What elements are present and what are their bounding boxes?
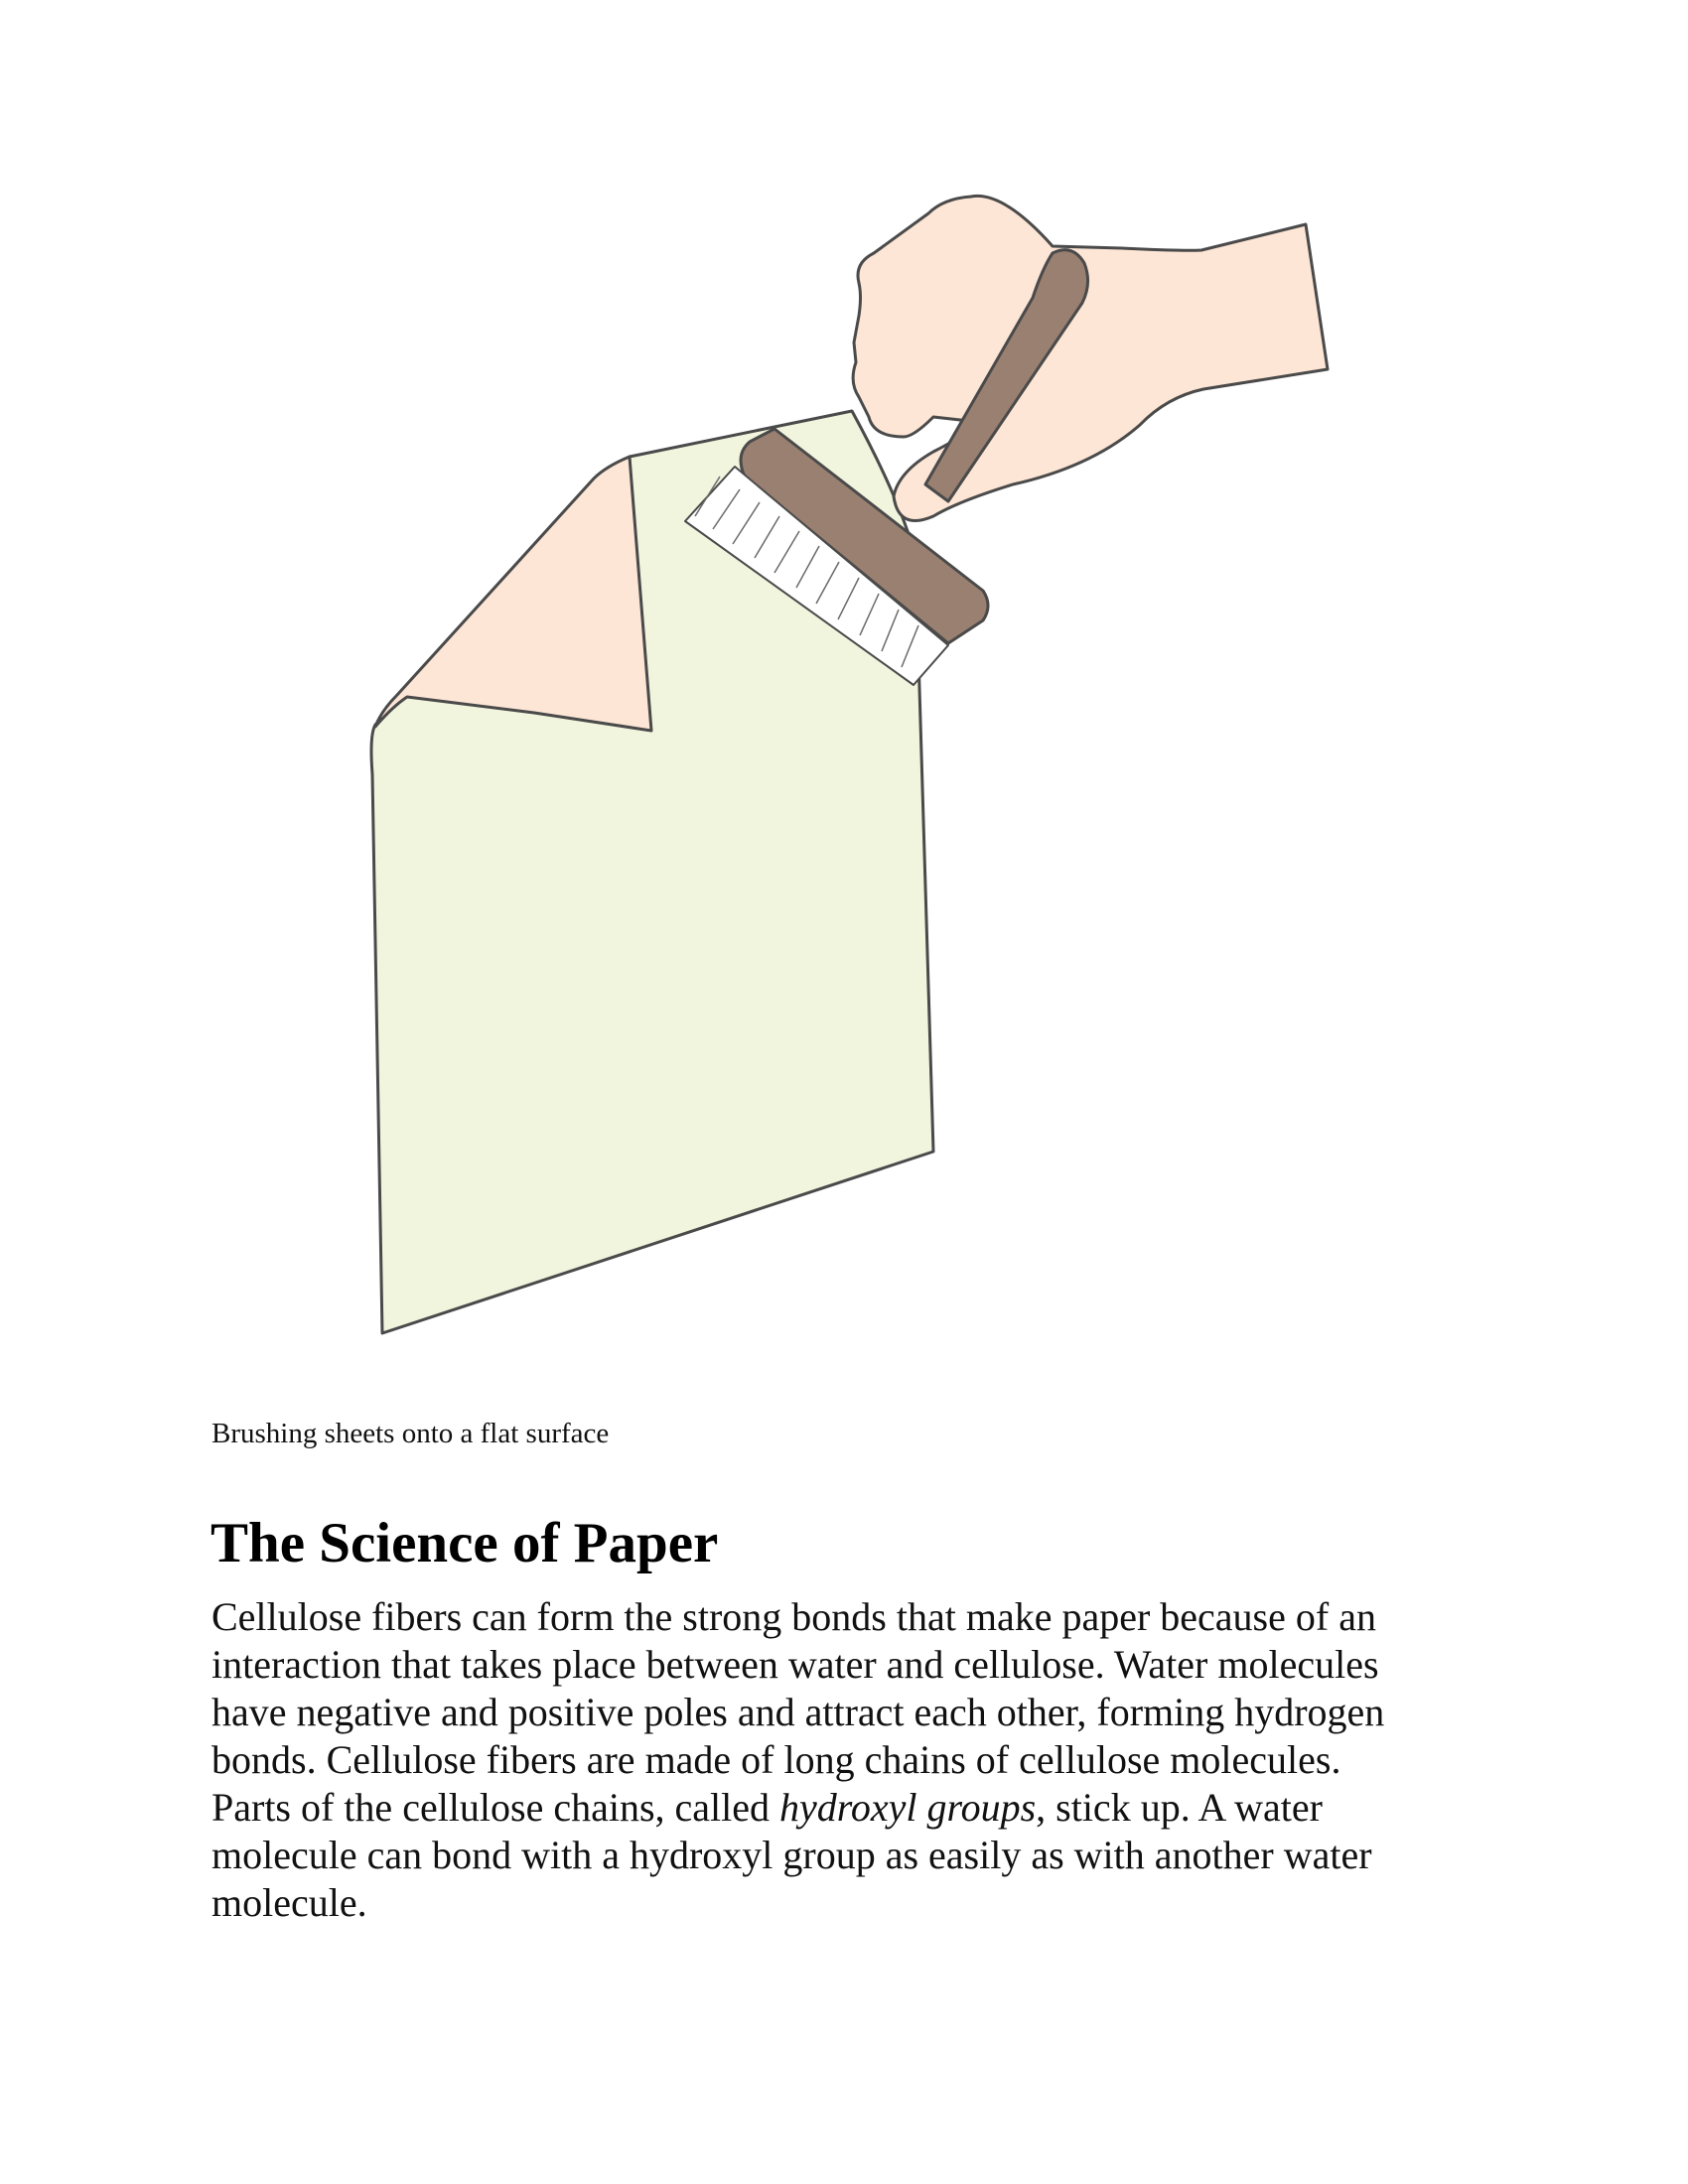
section-heading: The Science of Paper [211, 1512, 719, 1574]
line-text: Parts of the cellulose chains, called [211, 1785, 780, 1830]
figure-caption: Brushing sheets onto a flat surface [211, 1418, 610, 1449]
paragraph-line: molecule. [211, 1880, 367, 1925]
paragraph-line: have negative and positive poles and attract each other, forming hydrogen [211, 1690, 1385, 1734]
paragraph-line: bonds. Cellulose fibers are made of long chains of cellulose molecules. [211, 1737, 1341, 1782]
paragraph-line: interaction that takes place between water and cellulose. Water molecules [211, 1642, 1379, 1687]
line-text: , stick up. A water [1036, 1785, 1323, 1830]
hand-icon [853, 196, 1328, 520]
term-hydroxyl-groups: hydroxyl groups [779, 1785, 1037, 1830]
section-paragraph [211, 1593, 1502, 1927]
paragraph-line [211, 1784, 1502, 1832]
paragraph-line: molecule can bond with a hydroxyl group as easily as with another water [211, 1833, 1372, 1877]
paragraph-line: Cellulose fibers can form the strong bonds that make paper because of an [211, 1594, 1376, 1639]
